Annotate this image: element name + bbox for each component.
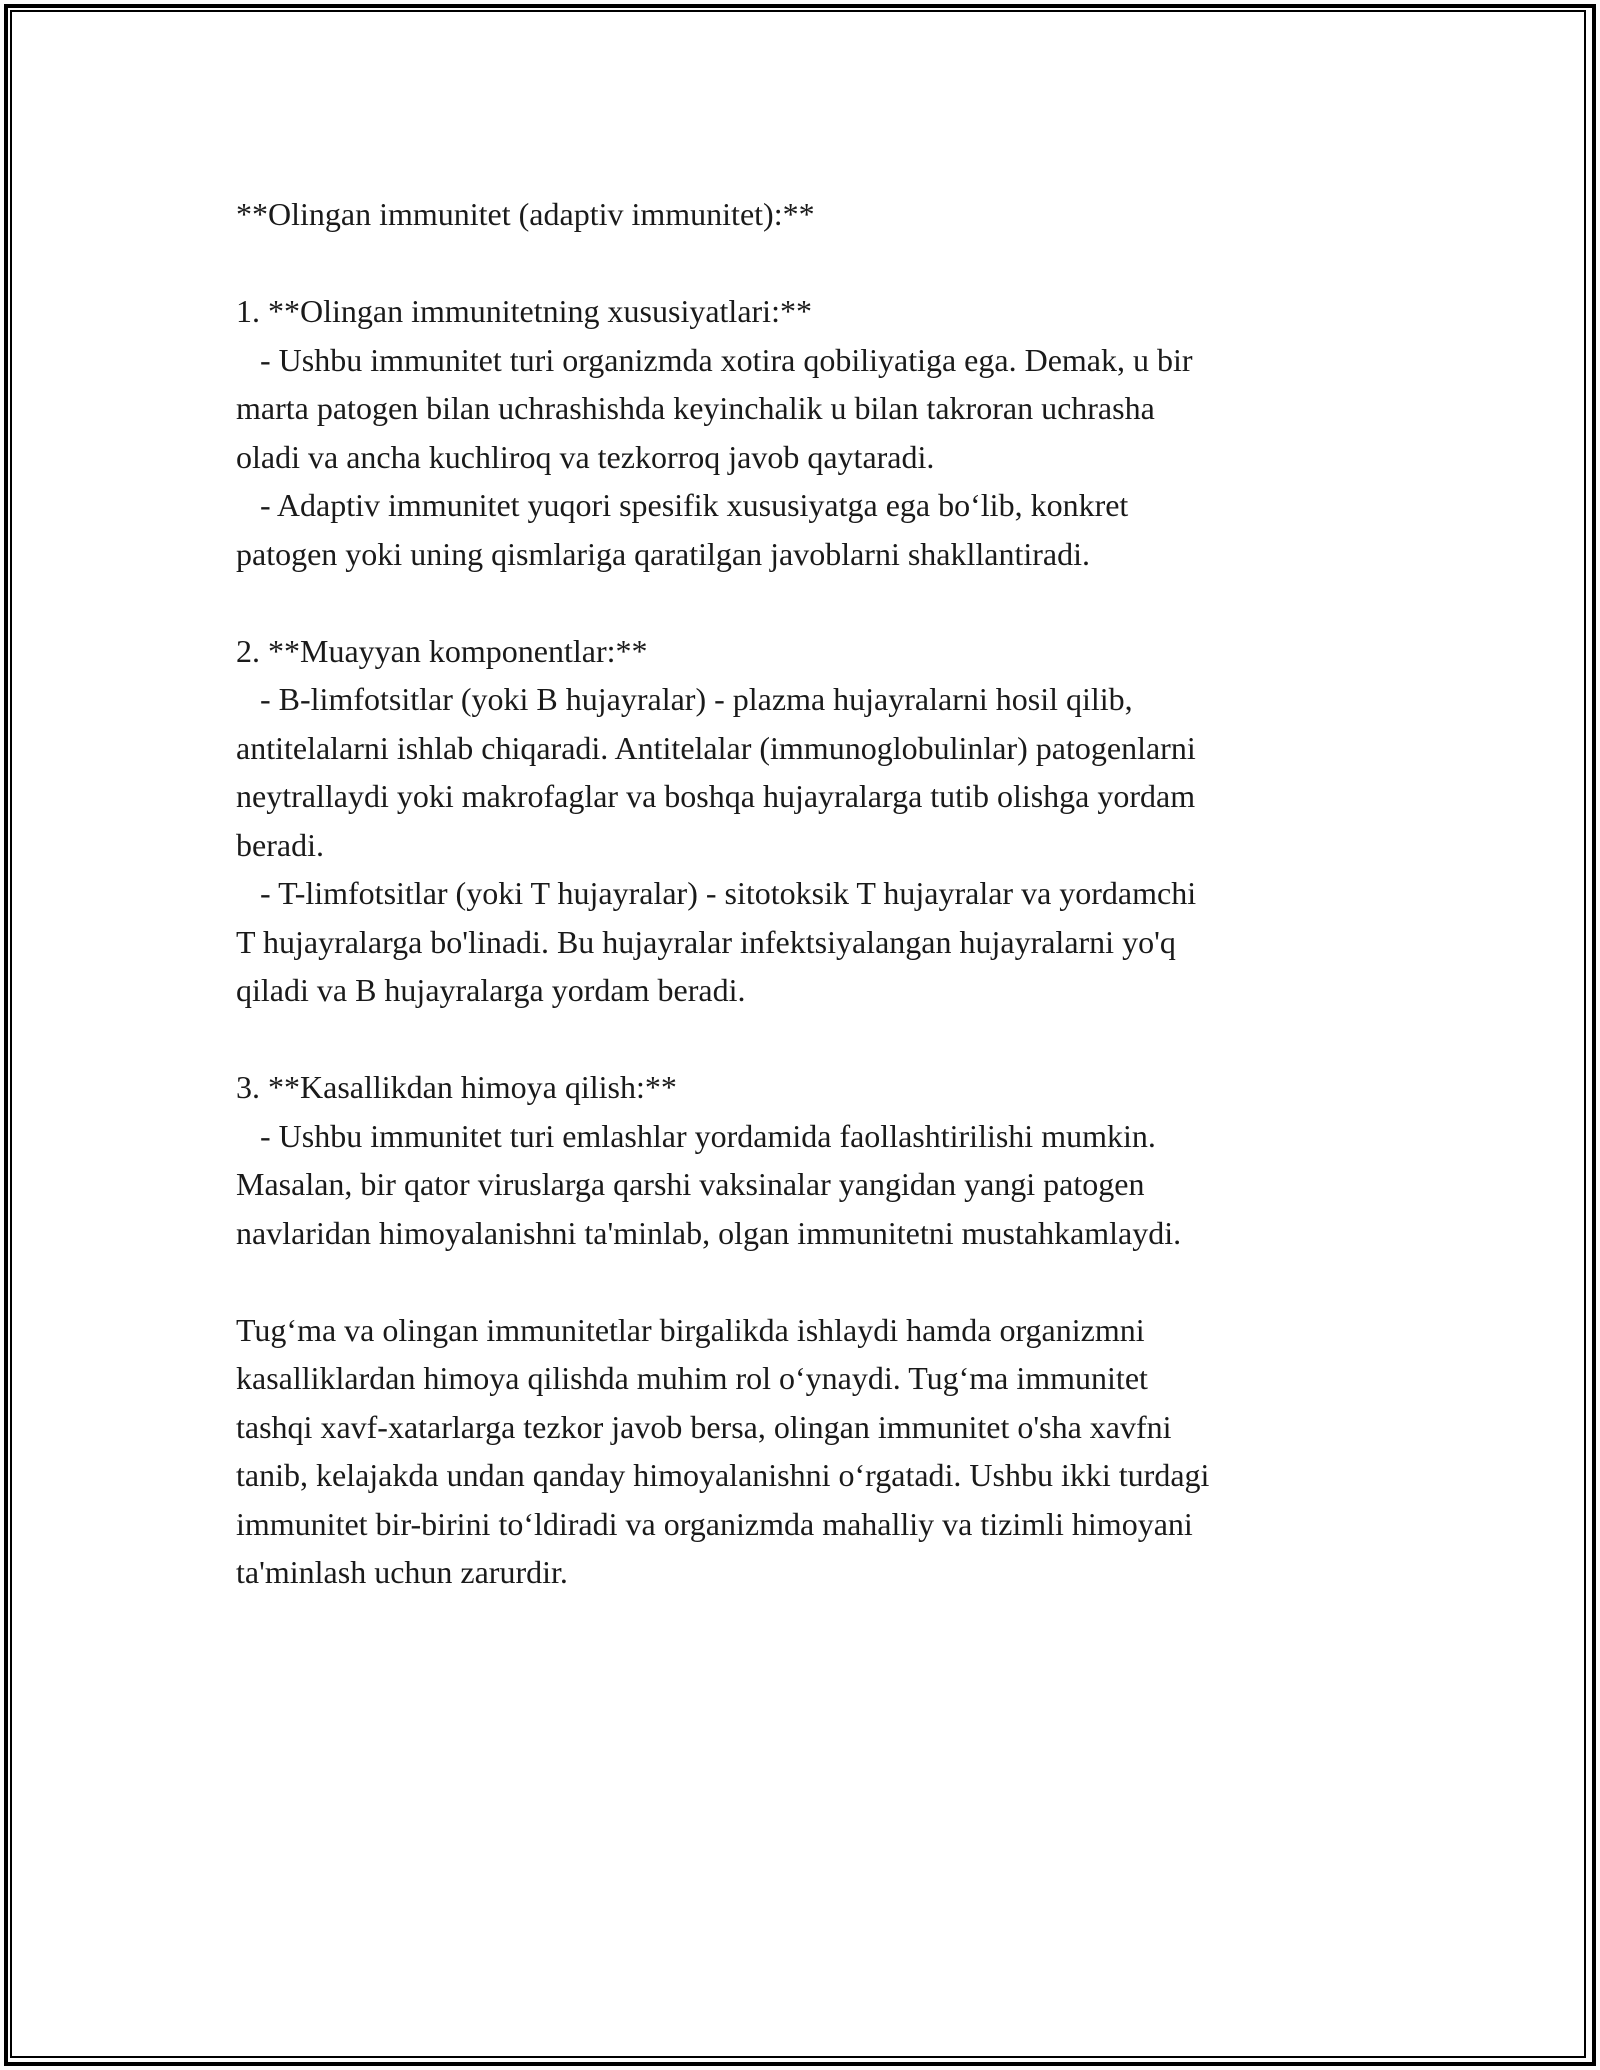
section-1 bbox=[236, 287, 1416, 578]
spacer bbox=[236, 1015, 1416, 1064]
section-3 bbox=[236, 1063, 1416, 1257]
paragraph-line: - Ushbu immunitet turi organizmda xotira qobiliyatiga ega. Demak, u bir bbox=[236, 341, 1193, 378]
paragraph-line: immunitet bir-birini to‘ldiradi va organizmda mahalliy va tizimli himoyani bbox=[236, 1505, 1193, 1542]
spacer bbox=[236, 239, 1416, 288]
paragraph-line: tashqi xavf-xatarlarga tezkor javob bersa, olingan immunitet o'sha xavfni bbox=[236, 1408, 1172, 1445]
paragraph-line: qiladi va B hujayralarga yordam beradi. bbox=[236, 972, 746, 1008]
conclusion-paragraph bbox=[236, 1306, 1416, 1597]
section-heading: 1. **Olingan immunitetning xususiyatlari:** bbox=[236, 293, 812, 329]
paragraph-line: Masalan, bir qator viruslarga qarshi vaksinalar yangidan yangi patogen bbox=[236, 1166, 1145, 1202]
paragraph-line: navlaridan himoyalanishni ta'minlab, olgan immunitetni mustahkamlaydi. bbox=[236, 1214, 1182, 1251]
paragraph-line: Tug‘ma va olingan immunitetlar birgalikda ishlaydi hamda organizmni bbox=[236, 1311, 1145, 1348]
document-title: **Olingan immunitet (adaptiv immunitet):** bbox=[236, 196, 815, 232]
paragraph-line: marta patogen bilan uchrashishda keyinchalik u bilan takroran uchrasha bbox=[236, 390, 1155, 426]
paragraph-line: neytrallaydi yoki makrofaglar va boshqa hujayralarga tutib olishga yordam bbox=[236, 778, 1196, 814]
spacer bbox=[236, 1257, 1416, 1306]
section-heading: 3. **Kasallikdan himoya qilish:** bbox=[236, 1069, 677, 1105]
paragraph-line: kasalliklardan himoya qilishda muhim rol o‘ynaydi. Tug‘ma immunitet bbox=[236, 1360, 1148, 1396]
paragraph-line: tanib, kelajakda undan qanday himoyalanishni o‘rgatadi. Ushbu ikki turdagi bbox=[236, 1457, 1210, 1493]
spacer bbox=[236, 578, 1416, 627]
paragraph-line: - Adaptiv immunitet yuqori spesifik xususiyatga ega bo‘lib, konkret bbox=[236, 487, 1129, 523]
paragraph-line: oladi va ancha kuchliroq va tezkorroq javob qaytaradi. bbox=[236, 438, 935, 475]
paragraph-line: T hujayralarga bo'linadi. Bu hujayralar infektsiyalangan hujayralarni yo'q bbox=[236, 923, 1176, 960]
paragraph-line: - T-limfotsitlar (yoki T hujayralar) - sitotoksik T hujayralar va yordamchi bbox=[236, 875, 1197, 911]
paragraph-line: antitelalarni ishlab chiqaradi. Antitelalar (immunoglobulinlar) patogenlarni bbox=[236, 729, 1196, 766]
paragraph-line: - Ushbu immunitet turi emlashlar yordamida faollashtirilishi mumkin. bbox=[236, 1117, 1156, 1154]
paragraph-line: ta'minlash uchun zarurdir. bbox=[236, 1554, 568, 1590]
paragraph-line: - B-limfotsitlar (yoki B hujayralar) - plazma hujayralarni hosil qilib, bbox=[236, 681, 1133, 717]
section-2 bbox=[236, 627, 1416, 1015]
section-heading: 2. **Muayyan komponentlar:** bbox=[236, 632, 648, 669]
paragraph-line: patogen yoki uning qismlariga qaratilgan javoblarni shakllantiradi. bbox=[236, 535, 1090, 572]
paragraph-line: beradi. bbox=[236, 826, 324, 863]
document-body bbox=[236, 190, 1416, 1597]
